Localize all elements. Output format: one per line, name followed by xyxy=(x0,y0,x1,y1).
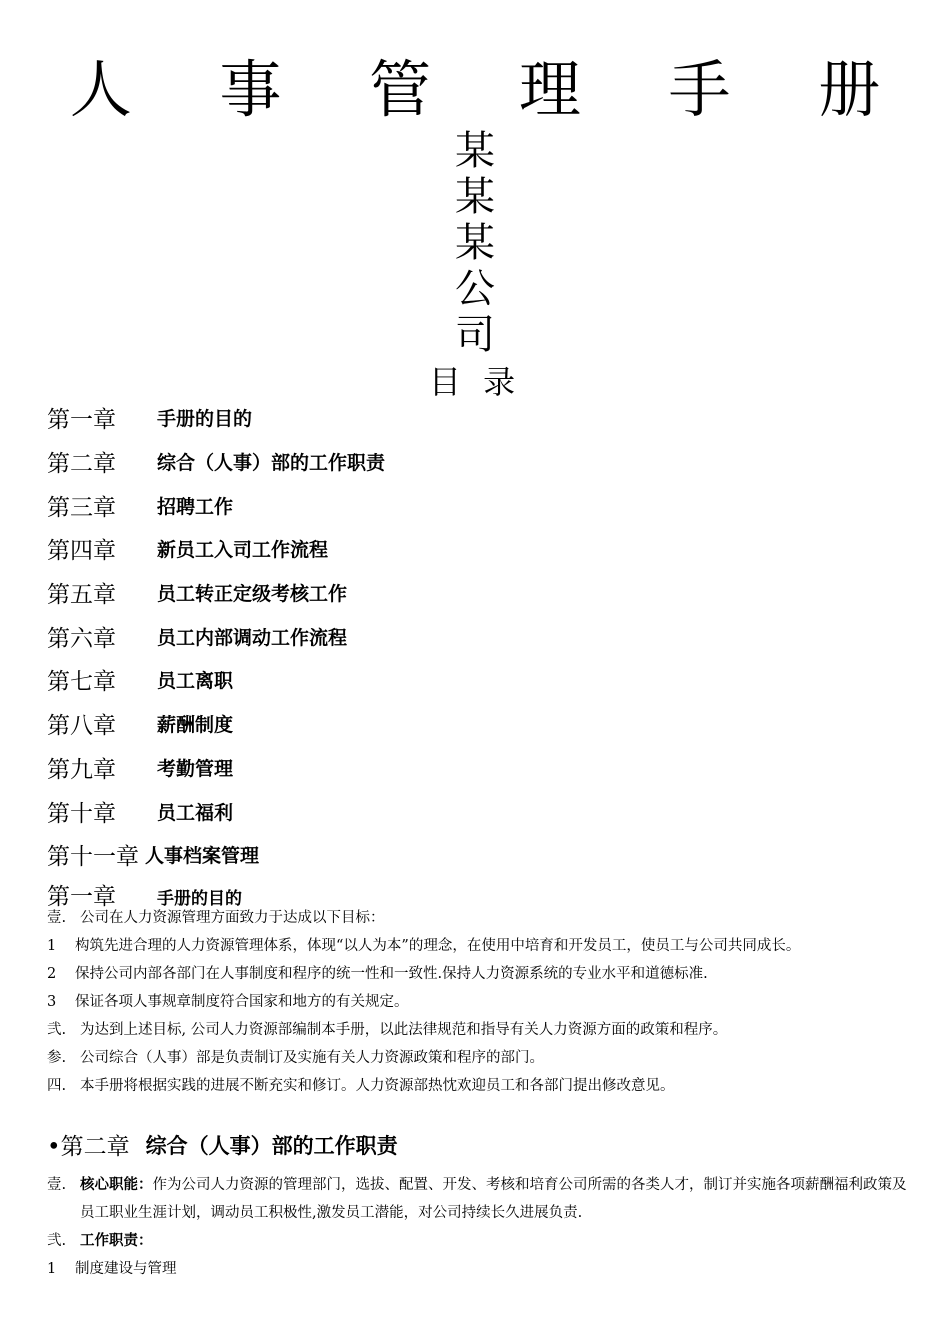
toc-chapter-title: 人事档案管理 xyxy=(145,845,260,868)
toc-chapter: 第七章 xyxy=(47,669,116,696)
paragraph-number: 壹. xyxy=(47,1177,67,1193)
chapter-number xyxy=(47,1128,130,1161)
list-item-text: 保持公司内部各部门在人事制度和程序的统一性和一致性.保持人力资源系统的专业水平和道德标准. xyxy=(75,966,708,982)
paragraph xyxy=(47,1227,907,1255)
paragraph-text: 公司综合（人事）部是负责制订及实施有关人力资源政策和程序的部门。 xyxy=(80,1050,544,1066)
toc-chapter: 第五章 xyxy=(47,582,116,609)
paragraph-number: 弐. xyxy=(47,1022,67,1038)
toc-chapter: 第九章 xyxy=(47,756,116,783)
paragraph xyxy=(47,1016,907,1044)
chapter-title: 综合（人事）部的工作职责 xyxy=(145,1133,398,1158)
table-of-contents xyxy=(47,396,907,877)
paragraph-label: 核心职能： xyxy=(80,1177,153,1193)
list-item-number: 1 xyxy=(47,1261,57,1277)
toc-entry[interactable] xyxy=(47,396,907,440)
company-char: 司 xyxy=(455,312,495,358)
toc-chapter: 第四章 xyxy=(47,538,116,565)
paragraph-text: 为达到上述目标, 公司人力资源部编制本手册，以此法律规范和指导有关人力资源方面的政策和程序。 xyxy=(80,1022,728,1038)
company-name xyxy=(0,128,950,358)
toc-chapter-title: 新员工入司工作流程 xyxy=(157,539,329,562)
paragraph xyxy=(47,1072,907,1100)
toc-chapter: 第一章 xyxy=(47,407,116,434)
chapter-title: 手册的目的 xyxy=(157,889,242,909)
toc-entry[interactable] xyxy=(47,789,907,833)
chapter-2-heading xyxy=(47,1128,398,1161)
company-char: 某 xyxy=(455,220,495,266)
paragraph-number: 弐. xyxy=(47,1233,67,1249)
paragraph xyxy=(47,1171,907,1227)
toc-chapter-title: 员工福利 xyxy=(157,801,234,824)
chapter-1-body xyxy=(47,904,907,1100)
paragraph xyxy=(47,1044,907,1072)
list-item xyxy=(47,932,907,960)
list-item-number: 3 xyxy=(47,994,57,1010)
chapter-2-body xyxy=(47,1171,907,1283)
list-item xyxy=(47,1255,907,1283)
paragraph-text: 本手册将根据实践的进展不断充实和修订。人力资源部热忱欢迎员工和各部门提出修改意见。 xyxy=(80,1078,675,1094)
company-char: 某 xyxy=(455,174,495,220)
toc-entry[interactable] xyxy=(47,527,907,571)
toc-chapter: 第八章 xyxy=(47,713,116,740)
toc-title: 目 录 xyxy=(428,363,522,401)
toc-chapter-title: 员工离职 xyxy=(157,670,234,693)
paragraph-text: 公司在人力资源管理方面致力于达成以下目标： xyxy=(80,910,385,926)
toc-chapter-title: 薪酬制度 xyxy=(157,714,234,737)
toc-chapter-title: 员工转正定级考核工作 xyxy=(157,583,348,606)
company-char: 某 xyxy=(455,128,495,174)
toc-chapter-title: 考勤管理 xyxy=(157,757,234,780)
toc-entry[interactable] xyxy=(47,440,907,484)
list-item-number: 1 xyxy=(47,938,57,954)
toc-entry[interactable] xyxy=(47,746,907,790)
list-item-number: 2 xyxy=(47,966,57,982)
paragraph-text: 作为公司人力资源的管理部门，选拔、配置、开发、考核和培育公司所需的各类人才，制订并实施各项薪酬福利政策及员工职业生涯计划，调动员工积极性,激发员工潜能，对公司持续长久进展负责. xyxy=(80,1177,907,1221)
company-char: 公 xyxy=(455,266,495,312)
list-item-text: 制度建设与管理 xyxy=(75,1261,177,1277)
manual-title: 人 事 管 理 手 册 xyxy=(69,53,915,126)
toc-chapter-title: 手册的目的 xyxy=(157,408,253,431)
toc-entry[interactable] xyxy=(47,571,907,615)
chapter-number-text: 第二章 xyxy=(60,1134,130,1160)
toc-entry[interactable] xyxy=(47,483,907,527)
toc-entry[interactable] xyxy=(47,614,907,658)
list-item-text: 构筑先进合理的人力资源管理体系，体现“以人为本”的理念，在使用中培育和开发员工，使员工与公司共同成长。 xyxy=(75,938,801,954)
list-item xyxy=(47,988,907,1016)
toc-chapter-title: 员工内部调动工作流程 xyxy=(157,626,348,649)
bullet-icon: • xyxy=(47,1134,61,1160)
paragraph xyxy=(47,904,907,932)
toc-chapter: 第三章 xyxy=(47,494,116,521)
toc-chapter: 第六章 xyxy=(47,625,116,652)
paragraph-number: 四. xyxy=(47,1078,67,1094)
toc-chapter-title: 招聘工作 xyxy=(157,495,234,518)
paragraph-label: 工作职责： xyxy=(80,1233,153,1249)
toc-chapter: 第十一章 xyxy=(47,844,139,871)
toc-entry[interactable] xyxy=(47,702,907,746)
chapter-number: 第一章 xyxy=(47,884,116,910)
toc-chapter: 第二章 xyxy=(47,451,116,478)
toc-entry[interactable] xyxy=(47,833,907,877)
toc-chapter: 第十章 xyxy=(47,800,116,827)
toc-entry[interactable] xyxy=(47,658,907,702)
list-item-text: 保证各项人事规章制度符合国家和地方的有关规定。 xyxy=(75,994,409,1010)
list-item xyxy=(47,960,907,988)
paragraph-number: 参. xyxy=(47,1050,67,1066)
toc-chapter-title: 综合（人事）部的工作职责 xyxy=(157,452,386,475)
paragraph-number: 壹. xyxy=(47,910,67,926)
